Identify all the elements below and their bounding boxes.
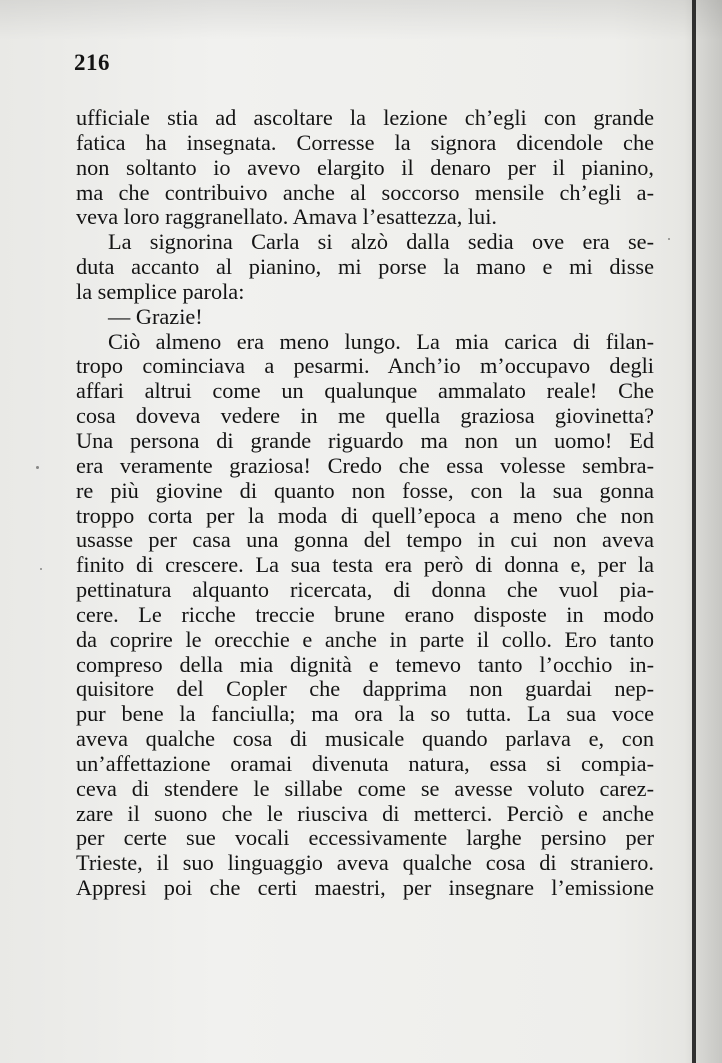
page-number: 216 [74,50,110,75]
page-edge [692,0,696,1063]
text-line: per certe sue vocali eccessivamente larghe persino per [76,826,654,851]
text-line: fatica ha insegnata. Corresse la signora dicendole che [76,130,654,155]
text-line: zare il suono che le riusciva di metterci. Perciò e anche [76,801,654,826]
text-line: compreso della mia dignità e temevo tanto l’occhio in- [76,652,654,677]
print-speck [36,466,39,469]
text-line: Trieste, il suo linguaggio aveva qualche cosa di straniero. [76,851,654,876]
print-speck [40,568,42,570]
text-line: veva loro raggranellato. Amava l’esattezza, lui. [76,205,497,230]
dialogue-line: — Grazie! [108,304,203,329]
text-line: ceva di stendere le sillabe come se avesse voluto carez- [76,776,654,801]
text-line: duta accanto al pianino, mi porse la mano e mi disse [76,255,654,280]
text-line: re più giovine di quanto non fosse, con la sua gonna [76,478,654,503]
text-line: usasse per casa una gonna del tempo in cui non aveva [76,528,654,553]
text-line: da coprire le orecchie e anche in parte il collo. Ero tanto [76,627,654,652]
text-line: cosa doveva vedere in me quella graziosa giovinetta? [76,404,654,429]
top-shadow [0,0,722,40]
text-line: affari altrui come un qualunque ammalato reale! Che [76,379,654,404]
text-line: finito di crescere. La sua testa era però di donna e, per la [76,553,654,578]
text-line: la semplice parola: [76,279,245,304]
print-speck [668,238,670,240]
text-line: Una persona di grande riguardo ma non un uomo! Ed [76,428,654,453]
body-text [76,106,654,901]
text-line: Ciò almeno era meno lungo. La mia carica di filan- [108,329,654,354]
text-line: tropo cominciava a pesarmi. Anch’io m’occupavo degli [76,354,654,379]
text-line: troppo corta per la moda di quell’epoca a meno che non [76,503,654,528]
text-line: un’affettazione oramai divenuta natura, essa si compia- [76,751,654,776]
text-line: La signorina Carla si alzò dalla sedia ove era se- [108,230,654,255]
text-line: cere. Le ricche treccie brune erano disposte in modo [76,602,654,627]
text-line: era veramente graziosa! Credo che essa volesse sembra- [76,453,654,478]
binding-shadow [684,0,722,1063]
text-line: Appresi poi che certi maestri, per insegnare l’emissione [76,876,654,901]
text-line: ma che contribuivo anche al soccorso mensile ch’egli a- [76,180,654,205]
text-line: pettinatura alquanto ricercata, di donna che vuol pia- [76,578,654,603]
text-line: aveva qualche cosa di musicale quando parlava e, con [76,727,654,752]
text-line: non soltanto io avevo elargito il denaro per il pianino, [76,155,654,180]
text-line: ufficiale stia ad ascoltare la lezione ch’egli con grande [76,106,654,130]
text-line: quisitore del Copler che dapprima non guardai nep- [76,677,654,702]
text-line: pur bene la fanciulla; ma ora la so tutta. La sua voce [76,702,654,727]
